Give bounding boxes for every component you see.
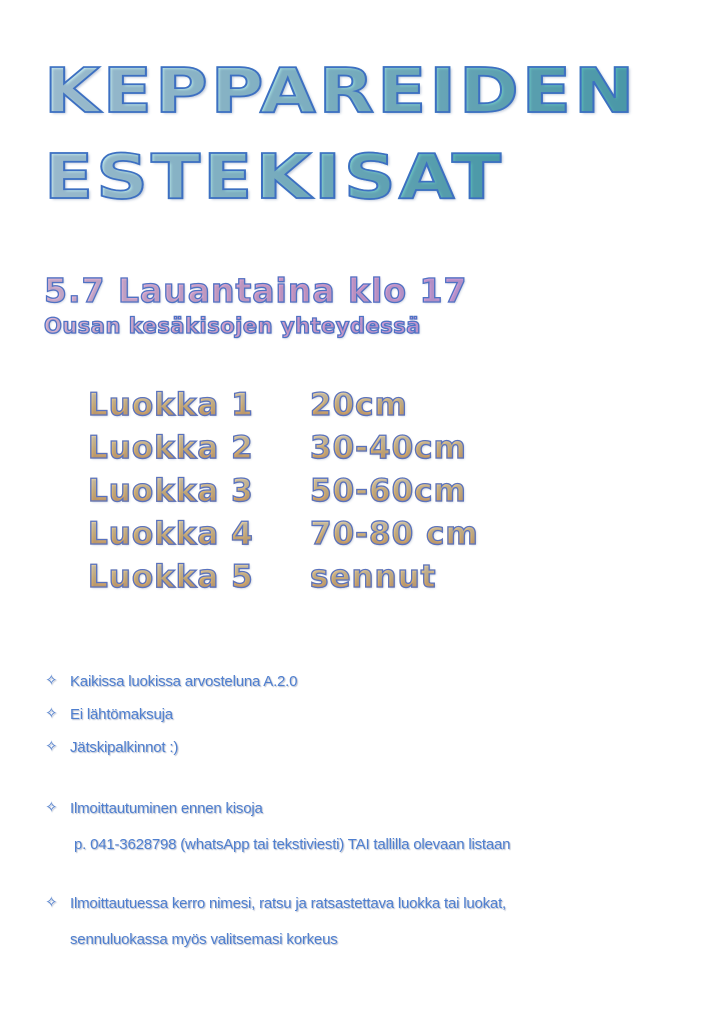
fee-text: Ei lähtömaksuja <box>70 706 173 723</box>
class-height: sennut <box>310 559 437 595</box>
info-section <box>44 672 694 950</box>
class-name: Luokka 3 <box>88 473 254 509</box>
info-bullet-scoring <box>44 672 694 692</box>
registration-contact: p. 041-3628798 (whatsApp tai tekstiviesti) TAI tallilla olevaan listaan <box>74 836 511 853</box>
class-height: 30-40cm <box>310 430 467 466</box>
class-height: 50-60cm <box>310 473 467 509</box>
info-bullet-prizes <box>44 738 694 758</box>
info-bullet-registration-details <box>44 894 694 950</box>
class-name: Luokka 2 <box>88 430 254 466</box>
registration-details-line2: sennuluokassa myös valitsemasi korkeus <box>70 931 338 948</box>
four-pointed-star-icon: ✧ <box>45 738 58 755</box>
title-line-2: ESTEKISAT <box>44 140 505 213</box>
four-pointed-star-icon: ✧ <box>45 894 58 911</box>
class-height: 70-80 cm <box>310 516 479 552</box>
title-line-1: KEPPAREIDEN <box>44 54 638 127</box>
four-pointed-star-icon: ✧ <box>45 799 58 816</box>
class-name: Luokka 5 <box>88 559 254 595</box>
class-height: 20cm <box>310 387 408 423</box>
event-date-time: 5.7 Lauantaina klo 17 <box>44 271 468 310</box>
event-venue: Ousan kesäkisojen yhteydessä <box>44 314 421 338</box>
scoring-text: Kaikissa luokissa arvosteluna A.2.0 <box>70 673 298 690</box>
class-name: Luokka 1 <box>88 387 254 423</box>
registration-text: Ilmoittautuminen ennen kisoja <box>70 800 263 817</box>
prizes-text: Jätskipalkinnot :) <box>70 739 179 756</box>
class-name: Luokka 4 <box>88 516 254 552</box>
four-pointed-star-icon: ✧ <box>45 672 58 689</box>
info-bullet-fee <box>44 705 694 725</box>
registration-details-line1: Ilmoittautuessa kerro nimesi, ratsu ja ratsastettava luokka tai luokat, <box>70 895 507 912</box>
info-bullet-registration <box>44 799 694 819</box>
four-pointed-star-icon: ✧ <box>45 705 58 722</box>
